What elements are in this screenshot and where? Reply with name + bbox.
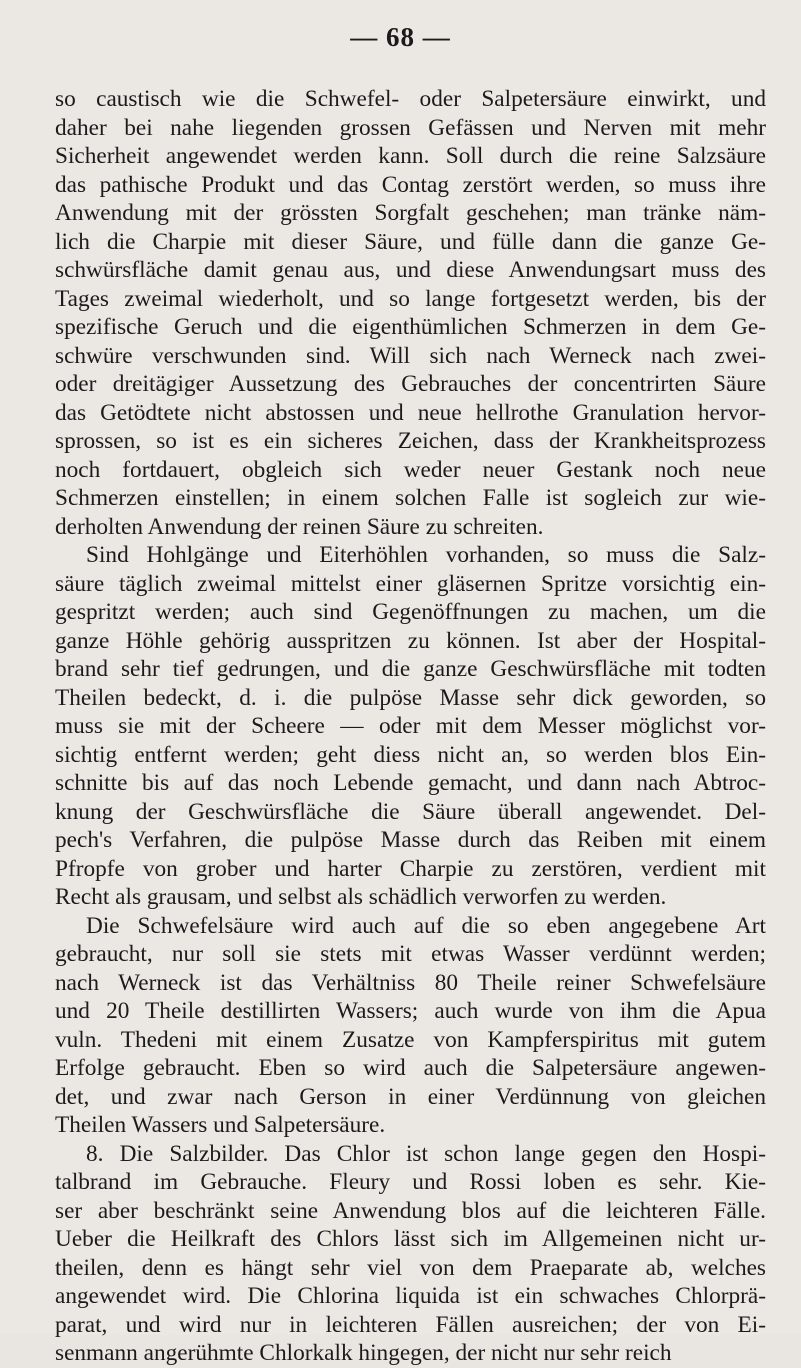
text-line: knung der Geschwürsfläche die Säure überall angewendet. Del- [55, 798, 766, 825]
text-line: nach Werneck ist das Verhältniss 80 Theile reiner Schwefelsäure [55, 969, 766, 996]
text-line: daher bei nahe liegenden grossen Gefässen und Nerven mit mehr [55, 114, 766, 141]
text-line: Theilen bedeckt, d. i. die pulpöse Masse sehr dick geworden, so [55, 684, 766, 711]
text-line: talbrand im Gebrauche. Fleury und Rossi loben es sehr. Kie- [55, 1169, 766, 1195]
text-line: pech's Verfahren, die pulpöse Masse durch das Reiben mit einem [55, 827, 766, 853]
text-line: schwürsfläche damit genau aus, und diese Anwendungsart muss des [55, 257, 766, 283]
text-line: Pfropfe von grober und harter Charpie zu zerstören, verdient mit [55, 855, 766, 882]
text-line: derholten Anwendung der reinen Säure zu schreiten. [55, 513, 544, 540]
text-line: das pathische Produkt und das Contag zerstört werden, so muss ihre [55, 171, 766, 198]
text-line: parat, und wird nur in leichteren Fällen ausreichen; der von Ei- [55, 1311, 766, 1338]
text-line: Die Schwefelsäure wird auch auf die so eben angegebene Art [86, 912, 766, 939]
text-line: Recht als grausam, und selbst als schädlich verworfen zu werden. [55, 884, 667, 910]
text-line: theilen, denn es hängt sehr viel von dem Praeparate ab, welches [55, 1254, 766, 1281]
text-line: Anwendung mit der grössten Sorgfalt geschehen; man tränke näm- [55, 200, 766, 226]
text-line: noch fortdauert, obgleich sich weder neuer Gestank noch neue [55, 456, 766, 483]
text-line: so caustisch wie die Schwefel- oder Salpetersäure einwirkt, und [55, 86, 766, 112]
text-line: 8. Die Salzbilder. Das Chlor ist schon lange gegen den Hospi- [86, 1140, 766, 1167]
text-line: senmann angerühmte Chlorkalk hingegen, der nicht nur sehr reich [55, 1340, 672, 1366]
paragraph [55, 541, 766, 912]
text-line: sprossen, so ist es ein sicheres Zeichen, dass der Krankheitsprozess [55, 428, 766, 454]
text-line: das Getödtete nicht abstossen und neue hellrothe Granulation hervor- [55, 399, 766, 426]
text-line: Sind Hohlgänge und Eiterhöhlen vorhanden, so muss die Salz- [86, 542, 766, 568]
text-line: schwüre verschwunden sind. Will sich nach Werneck nach zwei- [55, 342, 766, 369]
text-line: muss sie mit der Scheere — oder mit dem Messer möglichst vor- [55, 713, 766, 739]
text-line: Erfolge gebraucht. Eben so wird auch die Salpetersäure angewen- [55, 1055, 766, 1081]
text-line: brand sehr tief gedrungen, und die ganze Geschwürsfläche mit todten [55, 656, 766, 682]
paragraph [55, 85, 766, 541]
text-line: Ueber die Heilkraft des Chlors lässt sich im Allgemeinen nicht ur- [55, 1226, 766, 1252]
text-line: oder dreitägiger Aussetzung des Gebrauches der concentrirten Säure [55, 371, 766, 397]
text-line: schnitte bis auf das noch Lebende gemacht, und dann nach Abtroc- [55, 770, 766, 796]
text-line: Theilen Wassers und Salpetersäure. [55, 1112, 386, 1138]
paragraph [55, 1140, 766, 1368]
text-line: angewendet wird. Die Chlorina liquida ist ein schwaches Chlorprä- [55, 1283, 766, 1309]
text-line: Tages zweimal wiederholt, und so lange fortgesetzt werden, bis der [55, 285, 766, 312]
text-line: und 20 Theile destillirten Wassers; auch wurde von ihm die Apua [55, 998, 766, 1024]
text-line: ser aber beschränkt seine Anwendung blos auf die leichteren Fälle. [55, 1197, 766, 1224]
text-line: ganze Höhle gehörig ausspritzen zu können. Ist aber der Hospital- [55, 627, 766, 654]
text-line: lich die Charpie mit dieser Säure, und fülle dann die ganze Ge- [55, 228, 766, 255]
text-line: säure täglich zweimal mittelst einer gläsernen Spritze vorsichtig ein- [55, 570, 766, 597]
text-line: Sicherheit angewendet werden kann. Soll durch die reine Salzsäure [55, 143, 766, 169]
text-line: gespritzt werden; auch sind Gegenöffnungen zu machen, um die [55, 599, 766, 625]
page-number: — 68 — [350, 22, 451, 52]
text-line: gebraucht, nur soll sie stets mit etwas Wasser verdünnt werden; [55, 941, 766, 967]
paragraph [55, 912, 766, 1140]
text-line: Schmerzen einstellen; in einem solchen Falle ist sogleich zur wie- [55, 485, 766, 511]
body-text [55, 85, 766, 1368]
text-line: vuln. Thedeni mit einem Zusatze von Kampferspiritus mit gutem [55, 1026, 766, 1053]
text-line: spezifische Geruch und die eigenthümlichen Schmerzen in dem Ge- [55, 314, 766, 340]
text-line: sichtig entfernt werden; geht diess nicht an, so werden blos Ein- [55, 741, 766, 768]
text-line: det, und zwar nach Gerson in einer Verdünnung von gleichen [55, 1083, 766, 1110]
